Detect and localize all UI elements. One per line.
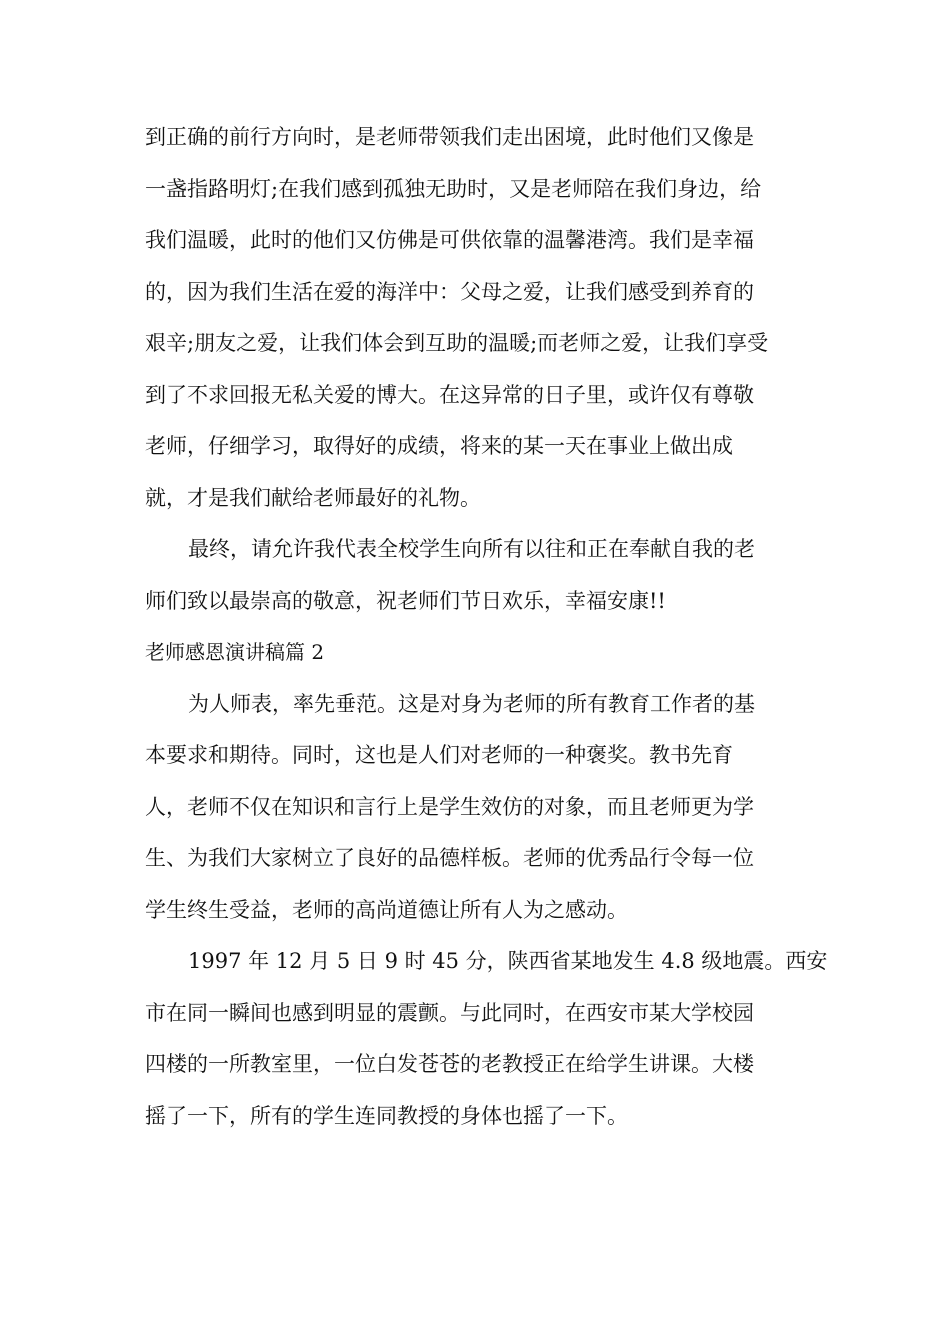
paragraph-3-line: 学生终生受益，老师的高尚道德让所有人为之感动。 <box>145 897 628 922</box>
paragraph-4 <box>145 936 828 1142</box>
paragraph-1-line: 就，才是我们献给老师最好的礼物。 <box>145 485 481 510</box>
paragraph-4-line: 四楼的一所教室里，一位白发苍苍的老教授正在给学生讲课。大楼 <box>145 1052 754 1076</box>
paragraph-1-line: 老师，仔细学习，取得好的成绩，将来的某一天在事业上做出成 <box>145 434 733 458</box>
paragraph-1 <box>145 112 810 524</box>
paragraph-1-line: 我们温暖，此时的他们又仿佛是可供依靠的温馨港湾。我们是幸福 <box>145 228 754 252</box>
paragraph-1-line: 一盏指路明灯;在我们感到孤独无助时，又是老师陪在我们身边，给 <box>145 176 762 201</box>
paragraph-4-line: 1997 年 12 月 5 日 9 时 45 分，陕西省某地发生 4.8 级地震。西安 <box>188 949 828 973</box>
paragraph-2-line: 师们致以最崇高的敬意，祝老师们节日欢乐，幸福安康!! <box>145 588 666 613</box>
paragraph-1-line: 艰辛;朋友之爱，让我们体会到互助的温暖;而老师之爱，让我们享受 <box>145 331 769 355</box>
paragraph-4-line: 市在同一瞬间也感到明显的震颤。与此同时，在西安市某大学校园 <box>145 1000 754 1025</box>
paragraph-1-line: 到了不求回报无私关爱的博大。在这异常的日子里，或许仅有尊敬 <box>145 382 754 407</box>
paragraph-2 <box>145 524 810 627</box>
paragraph-3 <box>145 679 810 937</box>
paragraph-4-line: 摇了一下，所有的学生连同教授的身体也摇了一下。 <box>145 1103 628 1128</box>
section-heading-text: 老师感恩演讲稿篇 2 <box>145 640 325 664</box>
paragraph-2-line: 最终，请允许我代表全校学生向所有以往和正在奉献自我的老 <box>188 537 755 561</box>
paragraph-1-line: 的，因为我们生活在爱的海洋中：父母之爱，让我们感受到养育的 <box>145 279 754 304</box>
section-heading <box>145 627 810 679</box>
paragraph-3-line: 生、为我们大家树立了良好的品德样板。老师的优秀品行令每一位 <box>145 846 754 870</box>
paragraph-1-line: 到正确的前行方向时，是老师带领我们走出困境，此时他们又像是 <box>145 125 754 149</box>
paragraph-3-line: 本要求和期待。同时，这也是人们对老师的一种褒奖。教书先育 <box>145 743 733 767</box>
paragraph-3-line: 为人师表，率先垂范。这是对身为老师的所有教育工作者的基 <box>188 691 755 716</box>
paragraph-3-line: 人，老师不仅在知识和言行上是学生效仿的对象，而且老师更为学 <box>145 794 754 819</box>
document-body <box>145 112 828 1142</box>
